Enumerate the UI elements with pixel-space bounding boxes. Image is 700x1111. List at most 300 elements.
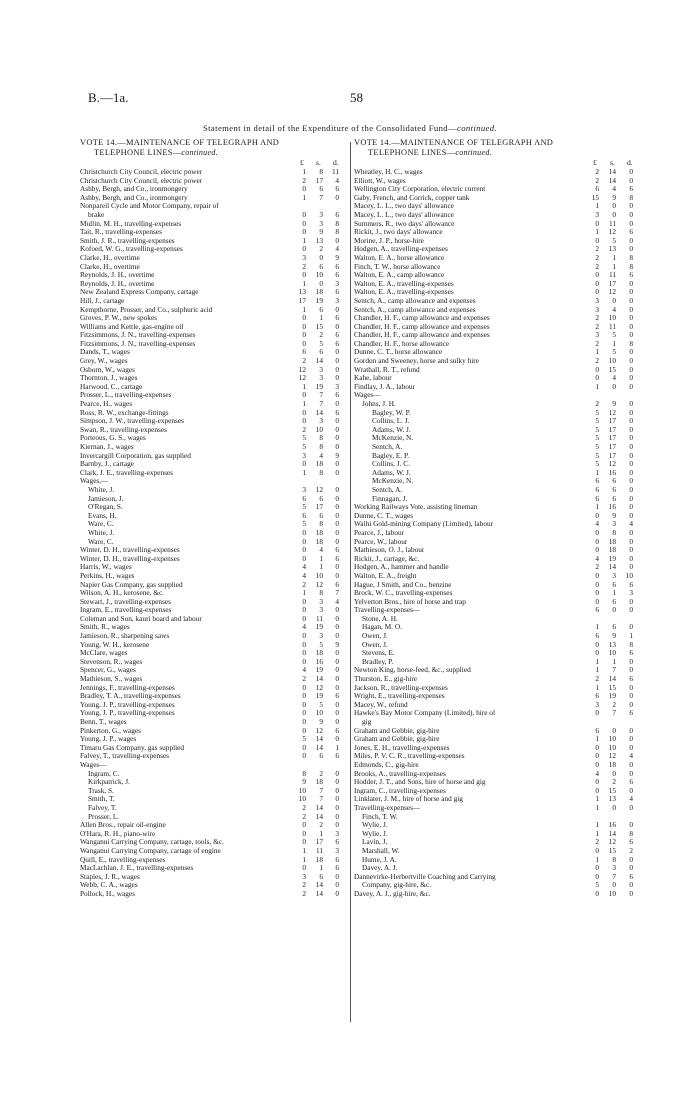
ledger-row xyxy=(354,761,644,770)
amount-pounds: 1 xyxy=(595,854,599,864)
amount-pounds: 5 xyxy=(595,424,599,434)
amount-shillings: 17 xyxy=(315,837,323,847)
amount-pence: 0 xyxy=(629,484,633,494)
amount-pounds: 0 xyxy=(595,570,599,580)
amount-pounds: 0 xyxy=(595,777,599,787)
amount-shillings: 2 xyxy=(319,820,323,830)
entry-description: Clark, J. E., travelling-expenses xyxy=(80,468,174,477)
ledger-row xyxy=(354,856,644,865)
amount-pounds: 2 xyxy=(302,802,306,812)
entry-description: Clarke, H., overtime xyxy=(80,253,140,262)
entry-description: Owen, J. xyxy=(362,632,388,641)
amount-pence: 0 xyxy=(629,734,633,744)
amount-shillings: 0 xyxy=(612,605,616,615)
entry-description: Wellington City Corporation, electric current xyxy=(354,185,486,194)
entry-description: Wheatley, H. C., wages xyxy=(354,168,423,176)
ledger-row xyxy=(80,546,350,555)
amount-pounds: 0 xyxy=(595,536,599,546)
amount-pounds: 5 xyxy=(302,734,306,744)
ledger-row xyxy=(80,701,350,710)
amount-pence: 0 xyxy=(335,656,339,666)
amount-pence: 6 xyxy=(629,777,633,787)
entry-description: Gordon and Sweeney, horse and sulky hire xyxy=(354,357,479,366)
amount-pence: 4 xyxy=(629,519,633,529)
amount-pounds: 0 xyxy=(302,725,306,735)
ledger-row xyxy=(80,684,350,693)
amount-pounds: 4 xyxy=(595,519,599,529)
ledger-row xyxy=(354,391,644,400)
amount-pounds: 2 xyxy=(595,167,599,176)
amount-pounds: 0 xyxy=(595,545,599,555)
amount-shillings: 14 xyxy=(608,562,616,572)
ledger-row xyxy=(354,237,644,246)
entry-description: Prosser, L., travelling-expenses xyxy=(80,391,172,400)
amount-pence: 0 xyxy=(629,476,633,486)
amount-pence: 0 xyxy=(335,235,339,245)
entry-description: Ingram, C., travelling-expenses xyxy=(354,786,446,795)
ledger-row xyxy=(80,538,350,547)
amount-pounds: 1 xyxy=(595,665,599,675)
amount-pence: 0 xyxy=(629,691,633,701)
amount-shillings: 3 xyxy=(612,570,616,580)
amount-pence: 0 xyxy=(335,648,339,658)
ledger-row xyxy=(80,641,350,650)
ledger-row xyxy=(80,606,350,615)
amount-pence: 3 xyxy=(335,828,339,838)
ledger-row xyxy=(354,426,644,435)
amount-pence: 6 xyxy=(629,227,633,237)
amount-pounds: 5 xyxy=(595,407,599,417)
amount-pence: 0 xyxy=(335,416,339,426)
amount-shillings: 13 xyxy=(608,244,616,254)
amount-pence: 0 xyxy=(335,562,339,572)
amount-shillings: 11 xyxy=(608,321,616,331)
amount-shillings: 10 xyxy=(608,313,616,323)
entry-description: Barnby, J., cartage xyxy=(80,460,135,469)
ledger-row xyxy=(354,323,644,332)
amount-shillings: 6 xyxy=(319,304,323,314)
amount-pence: 0 xyxy=(335,364,339,374)
entry-description: Hodgen, A., travelling-expenses xyxy=(354,245,448,254)
amount-shillings: 1 xyxy=(612,588,616,598)
amount-shillings: 11 xyxy=(608,218,616,228)
amount-pounds: 6 xyxy=(595,476,599,486)
pounds-header: £ xyxy=(300,158,304,167)
amount-pence: 0 xyxy=(335,424,339,434)
amount-pounds: 6 xyxy=(302,347,306,357)
amount-shillings: 12 xyxy=(608,227,616,237)
entry-description: Bagley, E. P. xyxy=(372,451,410,460)
entry-description: Wanganui Carrying Company, cartage of engine xyxy=(80,846,221,855)
amount-pounds: 1 xyxy=(595,227,599,237)
entry-description: Evans, H. xyxy=(88,511,117,520)
amount-pounds: 0 xyxy=(302,656,306,666)
amount-shillings: 18 xyxy=(608,759,616,769)
amount-pounds: 0 xyxy=(595,639,599,649)
amount-pounds: 2 xyxy=(595,338,599,348)
amount-shillings: 18 xyxy=(315,777,323,787)
right-title-continued: continued. xyxy=(455,148,492,157)
amount-pence: 0 xyxy=(335,605,339,615)
amount-pounds: 1 xyxy=(595,502,599,512)
amount-shillings: 12 xyxy=(608,751,616,761)
ledger-row xyxy=(80,632,350,641)
ledger-row xyxy=(354,563,644,572)
ledger-row xyxy=(80,787,350,796)
amount-pence: 6 xyxy=(335,209,339,219)
entry-description: Clarke, H., overtime xyxy=(80,262,140,271)
ledger-row xyxy=(354,709,644,718)
ledger-row xyxy=(354,331,644,340)
amount-pence: 0 xyxy=(335,570,339,580)
entry-description: Christchurch City Council, electric power xyxy=(80,176,203,185)
ledger-row xyxy=(354,787,644,796)
amount-pounds: 0 xyxy=(302,184,306,194)
entry-description: Walton, E. A., camp allowance xyxy=(354,271,445,280)
amount-pounds: 1 xyxy=(595,622,599,632)
amount-pence: 0 xyxy=(335,356,339,366)
entry-description: Chandler, H. F., horse allowance xyxy=(354,339,450,348)
amount-shillings: 2 xyxy=(319,244,323,254)
entry-description: Pollock, H., wages xyxy=(80,889,135,898)
right-column xyxy=(354,138,644,898)
amount-pounds: 10 xyxy=(298,785,306,795)
amount-shillings: 9 xyxy=(319,227,323,237)
amount-pounds: 6 xyxy=(595,725,599,735)
entry-description: Coleman and Son, kauri board and labour xyxy=(80,614,202,623)
ledger-row xyxy=(354,177,644,186)
ledger-row xyxy=(80,735,350,744)
amount-pounds: 2 xyxy=(302,674,306,684)
ledger-row xyxy=(80,890,350,899)
amount-pence: 0 xyxy=(335,527,339,537)
entry-description: Smith, T. xyxy=(88,795,115,804)
amount-shillings: 7 xyxy=(319,390,323,400)
amount-shillings: 1 xyxy=(319,863,323,873)
left-entries xyxy=(80,168,350,898)
amount-pounds: 0 xyxy=(302,330,306,340)
amount-pounds: 1 xyxy=(302,278,306,288)
amount-shillings: 12 xyxy=(315,484,323,494)
amount-shillings: 3 xyxy=(319,416,323,426)
amount-pounds: 1 xyxy=(302,399,306,409)
amount-shillings: 10 xyxy=(608,356,616,366)
ledger-row xyxy=(354,374,644,383)
amount-shillings: 17 xyxy=(608,442,616,451)
amount-pence: 6 xyxy=(335,407,339,417)
ledger-row xyxy=(80,237,350,246)
amount-shillings: 6 xyxy=(612,622,616,632)
amount-pounds: 0 xyxy=(595,742,599,752)
ledger-row xyxy=(354,185,644,194)
amount-pence: 9 xyxy=(335,450,339,460)
amount-shillings: 14 xyxy=(315,880,323,890)
entry-description: New Zealand Express Company, cartage xyxy=(80,288,199,297)
amount-shillings: 7 xyxy=(319,785,323,795)
amount-shillings: 18 xyxy=(608,536,616,546)
amount-pounds: 3 xyxy=(595,304,599,314)
amount-shillings: 1 xyxy=(612,656,616,666)
ledger-row xyxy=(80,589,350,598)
ledger-row xyxy=(80,881,350,890)
amount-pence: 0 xyxy=(335,536,339,546)
ledger-row xyxy=(354,572,644,581)
entry-description: Finnagan, J. xyxy=(372,494,408,503)
amount-pounds: 5 xyxy=(595,433,599,443)
amount-pence: 6 xyxy=(335,725,339,735)
entry-description: Falvey, T. xyxy=(88,803,117,812)
ledger-row xyxy=(80,813,350,822)
amount-pence: 0 xyxy=(335,467,339,477)
amount-shillings: 18 xyxy=(315,854,323,864)
amount-shillings: 8 xyxy=(319,467,323,477)
amount-pence: 0 xyxy=(335,613,339,623)
entry-description: Bradley, P. xyxy=(362,657,394,666)
entry-description: Harwood, C., cartage xyxy=(80,382,143,391)
amount-pence: 11 xyxy=(331,167,339,176)
entry-description: Harris, W., wages xyxy=(80,563,132,572)
amount-shillings: 3 xyxy=(612,863,616,873)
ledger-row xyxy=(354,220,644,229)
ledger-row xyxy=(354,546,644,555)
ledger-row xyxy=(354,443,644,452)
ledger-row xyxy=(80,452,350,461)
ledger-row xyxy=(354,778,644,787)
left-currency-header xyxy=(80,158,350,168)
amount-shillings: 3 xyxy=(319,364,323,374)
amount-shillings: 14 xyxy=(315,734,323,744)
ledger-row xyxy=(354,512,644,521)
amount-pounds: 0 xyxy=(302,691,306,701)
amount-shillings: 10 xyxy=(315,424,323,434)
amount-pence: 0 xyxy=(629,622,633,632)
amount-shillings: 15 xyxy=(608,785,616,795)
amount-pounds: 0 xyxy=(302,244,306,254)
amount-pence: 0 xyxy=(629,527,633,537)
amount-shillings: 11 xyxy=(608,270,616,280)
ledger-row xyxy=(80,770,350,779)
entry-description: Hodgen, A., hammer and handle xyxy=(354,563,449,572)
amount-pence: 6 xyxy=(335,184,339,194)
right-currency-header xyxy=(354,158,644,168)
amount-pounds: 6 xyxy=(595,493,599,503)
amount-shillings: 1 xyxy=(319,313,323,323)
amount-shillings: 13 xyxy=(315,235,323,245)
amount-pounds: 3 xyxy=(302,252,306,262)
amount-pounds: 1 xyxy=(302,588,306,598)
amount-pence: 1 xyxy=(629,631,633,641)
amount-pounds: 6 xyxy=(595,184,599,194)
amount-pounds: 1 xyxy=(595,381,599,391)
entry-description: Wylie, J. xyxy=(362,829,388,838)
ledger-row xyxy=(354,469,644,478)
amount-pence: 0 xyxy=(335,347,339,357)
ledger-row xyxy=(354,288,644,297)
amount-shillings: 14 xyxy=(315,742,323,752)
amount-pence: 7 xyxy=(335,588,339,598)
amount-shillings: 13 xyxy=(608,639,616,649)
ledger-row xyxy=(354,202,644,211)
ledger-row xyxy=(354,503,644,512)
entry-description: Young, J. P., travelling-expenses xyxy=(80,700,175,709)
amount-pence: 0 xyxy=(629,459,633,469)
amount-shillings: 19 xyxy=(315,691,323,701)
ledger-row xyxy=(80,520,350,529)
ledger-row xyxy=(354,263,644,272)
ledger-row xyxy=(354,194,644,203)
ledger-row xyxy=(80,503,350,512)
amount-pence: 8 xyxy=(629,338,633,348)
pence-header: d. xyxy=(333,158,339,167)
amount-pounds: 6 xyxy=(302,493,306,503)
ledger-row xyxy=(80,443,350,452)
amount-shillings: 1 xyxy=(612,338,616,348)
amount-pence: 0 xyxy=(629,209,633,219)
amount-pence: 0 xyxy=(629,373,633,383)
amount-shillings: 3 xyxy=(319,605,323,615)
amount-shillings: 10 xyxy=(608,648,616,658)
amount-pounds: 2 xyxy=(302,261,306,271)
ledger-row xyxy=(80,168,350,177)
amount-pounds: 0 xyxy=(595,648,599,658)
amount-shillings: 0 xyxy=(612,768,616,778)
entry-description: Davey, A. J. xyxy=(362,864,398,873)
amount-pounds: 6 xyxy=(595,631,599,641)
amount-pence: 0 xyxy=(629,493,633,503)
ledger-row xyxy=(80,297,350,306)
amount-pence: 0 xyxy=(629,347,633,357)
ledger-row xyxy=(80,495,350,504)
entry-description: Adams, W. J. xyxy=(372,425,411,434)
entry-description: Macey, W., refund xyxy=(354,700,408,709)
amount-pounds: 2 xyxy=(595,562,599,572)
amount-pence: 0 xyxy=(335,880,339,890)
entry-description: Kirkpatrick, J. xyxy=(88,778,130,787)
ledger-row xyxy=(80,727,350,736)
amount-shillings: 0 xyxy=(612,209,616,219)
entry-description: MacLachlan, J. E., travelling-expenses xyxy=(80,864,194,873)
entry-description: Kiernan, J., wages xyxy=(80,443,134,451)
ledger-row xyxy=(80,357,350,366)
amount-pounds: 0 xyxy=(302,828,306,838)
ledger-row xyxy=(354,890,644,899)
amount-pounds: 0 xyxy=(302,459,306,469)
entry-description: Benn, T., wages xyxy=(80,718,127,726)
amount-pence: 0 xyxy=(629,699,633,709)
amount-pence: 0 xyxy=(629,665,633,675)
amount-pence: 6 xyxy=(335,837,339,847)
ledger-row xyxy=(354,864,644,873)
amount-pounds: 12 xyxy=(298,364,306,374)
amount-pence: 6 xyxy=(335,579,339,589)
amount-pence: 3 xyxy=(335,845,339,855)
amount-pounds: 10 xyxy=(298,794,306,804)
amount-shillings: 12 xyxy=(608,459,616,469)
amount-shillings: 8 xyxy=(612,527,616,537)
amount-pence: 4 xyxy=(335,244,339,254)
amount-pence: 0 xyxy=(335,493,339,503)
amount-pence: 0 xyxy=(335,802,339,812)
entry-description: Williams and Kettle, gas-engine oil xyxy=(80,322,184,331)
amount-pence: 0 xyxy=(335,820,339,830)
amount-pounds: 1 xyxy=(595,682,599,692)
amount-pounds: 0 xyxy=(302,613,306,623)
entry-description: Walton, E. A., travelling-expenses xyxy=(354,288,454,297)
entry-description: Waihi Gold-mining Company (Limited), labour xyxy=(354,520,494,529)
amount-pence: 0 xyxy=(629,218,633,228)
amount-pence: 0 xyxy=(629,381,633,391)
entry-description: O'Hara, R. H., piano-wire xyxy=(80,829,156,838)
entry-description: Falvey, T., travelling-expenses xyxy=(80,752,170,761)
amount-pence: 0 xyxy=(335,682,339,692)
ledger-row xyxy=(354,409,644,418)
amount-pounds: 0 xyxy=(302,313,306,323)
amount-pence: 0 xyxy=(335,433,339,443)
amount-pence: 6 xyxy=(335,261,339,271)
amount-pounds: 0 xyxy=(595,270,599,280)
amount-pence: 0 xyxy=(335,871,339,881)
amount-pounds: 3 xyxy=(595,699,599,709)
ledger-row xyxy=(80,323,350,332)
amount-pounds: 0 xyxy=(595,287,599,297)
amount-pounds: 0 xyxy=(302,416,306,426)
amount-pence: 3 xyxy=(335,278,339,288)
pence-header: d. xyxy=(627,158,633,167)
ledger-row xyxy=(80,744,350,753)
entry-description: Newton King, horse-feed, &c., supplied xyxy=(354,666,471,675)
entry-description: Quill, E., travelling-expenses xyxy=(80,855,166,864)
amount-pence: 6 xyxy=(335,545,339,555)
entry-description: Macey, L. L., two days' allowance xyxy=(354,210,454,219)
ledger-row xyxy=(354,280,644,289)
amount-pounds: 2 xyxy=(302,880,306,890)
amount-pence: 6 xyxy=(629,184,633,194)
amount-pence: 10 xyxy=(625,570,633,580)
ledger-row xyxy=(80,220,350,229)
entry-description: Pinkerton, G., wages xyxy=(80,726,142,735)
amount-pounds: 5 xyxy=(595,416,599,426)
amount-pounds: 0 xyxy=(595,708,599,718)
entry-description: Wylie, J. xyxy=(362,821,388,830)
amount-pounds: 1 xyxy=(302,845,306,855)
amount-pounds: 0 xyxy=(302,527,306,537)
entry-description: Davey, A. J., gig-hire, &c. xyxy=(354,889,431,898)
amount-pence: 8 xyxy=(629,192,633,202)
ledger-row xyxy=(354,520,644,529)
amount-shillings: 5 xyxy=(612,235,616,245)
ledger-row xyxy=(80,709,350,718)
left-vote-title xyxy=(80,138,350,158)
amount-pence: 0 xyxy=(629,725,633,735)
amount-shillings: 3 xyxy=(319,596,323,606)
amount-pence: 0 xyxy=(629,364,633,374)
amount-pence: 0 xyxy=(629,424,633,434)
amount-pence: 0 xyxy=(629,536,633,546)
amount-shillings: 7 xyxy=(319,794,323,804)
amount-shillings: 3 xyxy=(319,373,323,383)
entry-description: Ingram, C. xyxy=(88,769,120,778)
amount-pounds: 0 xyxy=(302,545,306,555)
amount-pence: 0 xyxy=(335,717,339,726)
entry-description: Ware, C. xyxy=(88,520,114,529)
entry-description: Pearce, J., labour xyxy=(354,528,405,537)
ledger-row xyxy=(80,288,350,297)
amount-pence: 0 xyxy=(335,674,339,684)
ledger-row xyxy=(354,718,644,727)
amount-pounds: 1 xyxy=(302,192,306,202)
amount-pence: 0 xyxy=(629,304,633,314)
entry-description: Rickit, J., cartage, &c. xyxy=(354,554,420,563)
